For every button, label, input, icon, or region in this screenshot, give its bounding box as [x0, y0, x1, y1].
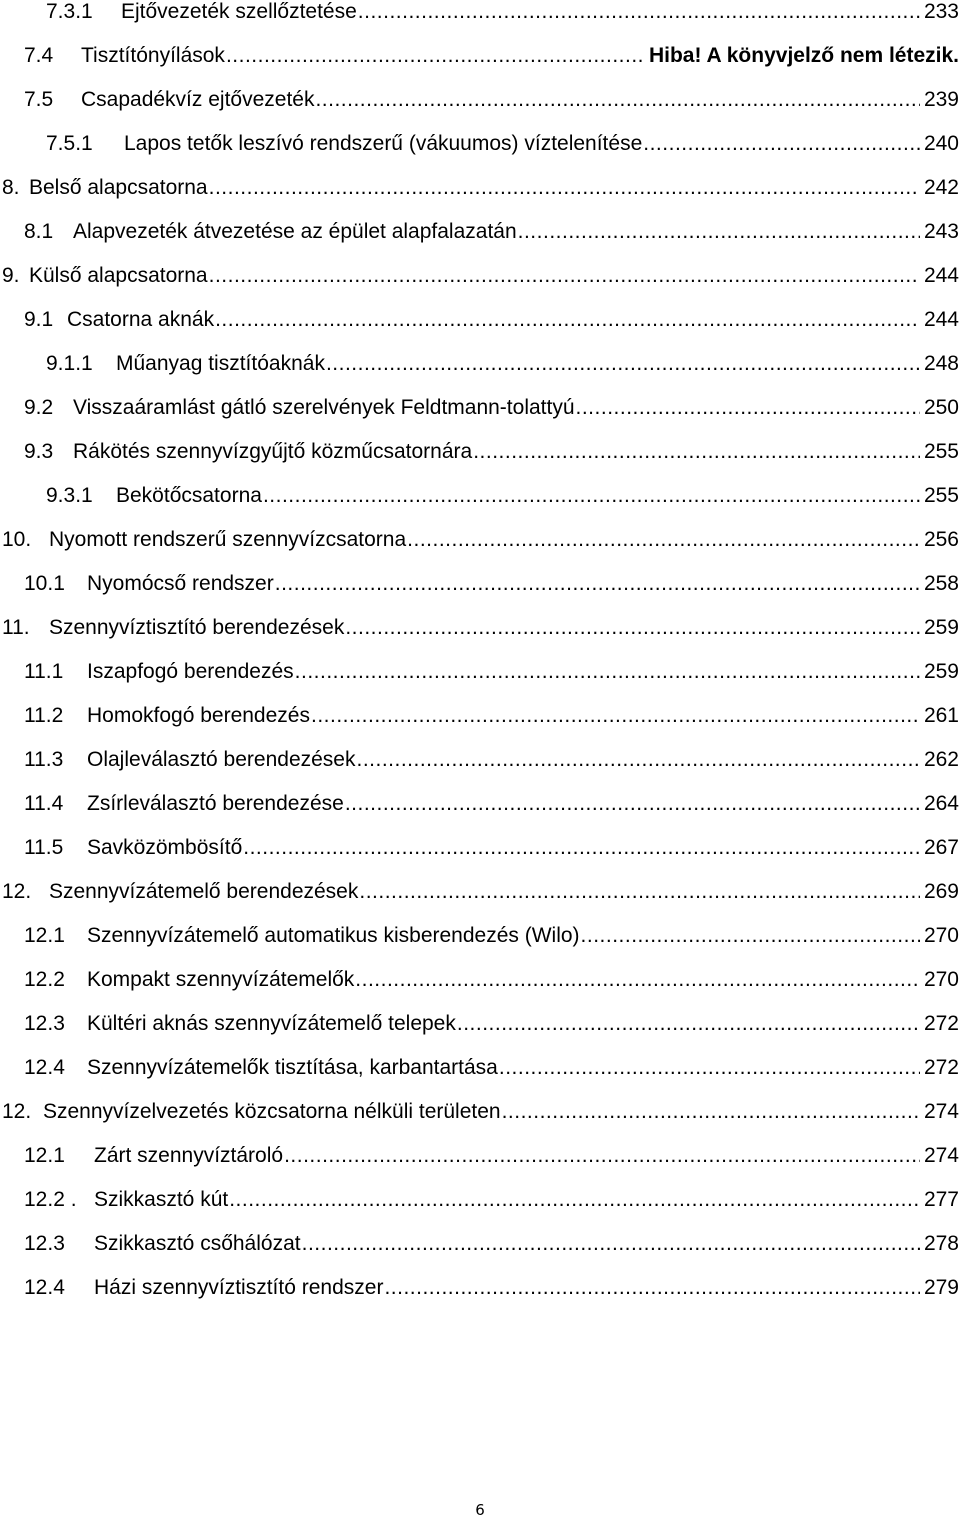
toc-entry-title: Műanyag tisztítóaknák [116, 352, 325, 375]
toc-entry-page: 239 [923, 88, 959, 111]
toc-entry-title: Savközömbösítő [87, 836, 243, 859]
toc-entry[interactable] [24, 393, 959, 423]
toc-entry-title: Nyomócső rendszer [87, 572, 274, 595]
toc-entry[interactable] [24, 569, 959, 599]
toc-entry-number: 11.5 [24, 836, 64, 859]
toc-leader-dots [358, 0, 920, 27]
toc-leader-dots [518, 217, 920, 247]
toc-entry-page: 267 [923, 836, 959, 859]
toc-leader-dots [407, 525, 920, 555]
toc-entry-number: 12. [2, 880, 32, 903]
toc-leader-dots [355, 965, 920, 995]
toc-entry-page: 269 [923, 880, 959, 903]
toc-entry-number: 11.1 [24, 660, 64, 683]
toc-entry-page: 270 [923, 924, 959, 947]
toc-entry-number: 11.4 [24, 792, 64, 815]
toc-leader-dots [473, 437, 920, 467]
toc-entry-title: Házi szennyvíztisztító rendszer [94, 1276, 384, 1299]
toc-entry-page: 244 [923, 308, 959, 331]
toc-entry-number: 12.4 [24, 1276, 65, 1299]
toc-entry-title: Rákötés szennyvízgyűjtő közműcsatornára [73, 440, 473, 463]
toc-leader-dots [229, 1185, 920, 1215]
toc-entry-title: Belső alapcsatorna [29, 176, 208, 199]
toc-entry-title: Szikkasztó kút [94, 1188, 229, 1211]
toc-entry-page: 256 [923, 528, 959, 551]
toc-entry[interactable] [46, 0, 959, 27]
toc-entry-page: 274 [923, 1100, 959, 1123]
toc-entry-number: 7.5 [24, 88, 54, 111]
toc-entry-page: 278 [923, 1232, 959, 1255]
toc-leader-dots [576, 393, 920, 423]
toc-entry[interactable] [2, 1097, 959, 1127]
toc-entry-number: 10.1 [24, 572, 65, 595]
toc-leader-dots [243, 833, 920, 863]
toc-entry-number: 8.1 [24, 220, 54, 243]
toc-entry[interactable] [24, 85, 959, 115]
toc-entry[interactable] [24, 921, 959, 951]
toc-entry-page: 261 [923, 704, 959, 727]
toc-entry-title: Külső alapcsatorna [29, 264, 208, 287]
toc-entry[interactable] [2, 877, 959, 907]
toc-entry[interactable] [46, 481, 959, 511]
toc-entry-number: 12. [2, 1100, 32, 1123]
toc-entry-title: Olajleválasztó berendezések [87, 748, 356, 771]
toc-entry-number: 12.4 [24, 1056, 65, 1079]
toc-entry-title: Szennyvízátemelő automatikus kisberendezés (Wilo) [87, 924, 580, 947]
page-number: 6 [475, 1501, 485, 1519]
toc-entry-page: 279 [923, 1276, 959, 1299]
toc-entry-number: 7.4 [24, 44, 54, 67]
toc-entry-number: 12.1 [24, 924, 65, 947]
toc-leader-dots [345, 789, 920, 819]
toc-entry-title: Kompakt szennyvízátemelők [87, 968, 355, 991]
toc-entry-page: 248 [923, 352, 959, 375]
toc-entry-page: 262 [923, 748, 959, 771]
toc-leader-dots [643, 129, 920, 159]
toc-leader-dots [384, 1273, 920, 1303]
toc-entry-title: Zsírleválasztó berendezése [87, 792, 344, 815]
toc-entry-number: 9.3 [24, 440, 54, 463]
toc-leader-dots [215, 305, 920, 335]
toc-leader-dots [499, 1053, 920, 1083]
toc-entry-number: 12.3 [24, 1232, 65, 1255]
toc-entry-number: 12.2 [24, 968, 65, 991]
toc-entry-title: Ejtővezeték szellőztetése [121, 0, 357, 23]
toc-entry[interactable] [24, 1053, 959, 1083]
toc-entry[interactable] [2, 525, 959, 555]
toc-entry-page: 277 [923, 1188, 959, 1211]
toc-entry-page: 274 [923, 1144, 959, 1167]
toc-entry[interactable] [24, 1009, 959, 1039]
toc-entry-page: 255 [923, 484, 959, 507]
toc-entry-number: 11.2 [24, 704, 64, 727]
toc-leader-dots [457, 1009, 920, 1039]
toc-entry-title: Homokfogó berendezés [87, 704, 310, 727]
toc-entry-page: 250 [923, 396, 959, 419]
toc-entry-number: 9.2 [24, 396, 54, 419]
toc-entry-title: Csapadékvíz ejtővezeték [81, 88, 315, 111]
toc-entry-page: 233 [923, 0, 959, 23]
toc-entry[interactable] [24, 437, 959, 467]
toc-entry-number: 7.5.1 [46, 132, 93, 155]
toc-entry[interactable] [24, 1273, 959, 1303]
toc-leader-dots [209, 261, 920, 291]
toc-leader-dots [295, 657, 920, 687]
toc-entry-title: Zárt szennyvíztároló [94, 1144, 284, 1167]
toc-leader-dots [581, 921, 920, 951]
toc-entry-page: 258 [923, 572, 959, 595]
toc-entry[interactable] [24, 1141, 959, 1171]
toc-entry-title: Csatorna aknák [67, 308, 215, 331]
toc-entry-page: 255 [923, 440, 959, 463]
toc-entry-title: Alapvezeték átvezetése az épület alapfalazatán [73, 220, 517, 243]
toc-leader-dots [357, 745, 920, 775]
toc-leader-dots [209, 173, 920, 203]
toc-entry-title: Nyomott rendszerű szennyvízcsatorna [49, 528, 407, 551]
toc-leader-dots [315, 85, 919, 115]
toc-entry-page: 242 [923, 176, 959, 199]
toc-entry-number: 9.3.1 [46, 484, 93, 507]
toc-entry[interactable] [24, 745, 959, 775]
toc-leader-dots [326, 349, 920, 379]
toc-entry-number: 9.1 [24, 308, 54, 331]
toc-entry[interactable] [24, 217, 959, 247]
toc-entry[interactable] [46, 129, 959, 159]
toc-entry-title: Tisztítónyílások [81, 44, 225, 67]
toc-entry[interactable] [24, 1229, 959, 1259]
toc-entry-title: Kültéri aknás szennyvízátemelő telepek [87, 1012, 456, 1035]
toc-leader-dots [263, 481, 920, 511]
toc-entry-page: 240 [923, 132, 959, 155]
toc-entry[interactable] [24, 657, 959, 687]
toc-entry-page: 243 [923, 220, 959, 243]
toc-entry-title: Lapos tetők leszívó rendszerű (vákuumos) víztelenítése [124, 132, 643, 155]
toc-entry[interactable] [2, 261, 959, 291]
toc-entry[interactable] [24, 1185, 959, 1215]
toc-entry-number: 12.2 . [24, 1188, 77, 1211]
toc-entry-title: Szikkasztó csőhálózat [94, 1232, 301, 1255]
toc-entry-page: 259 [923, 616, 959, 639]
toc-entry-number: 12.3 [24, 1012, 65, 1035]
toc-entry-title: Bekötőcsatorna [116, 484, 262, 507]
toc-entry-number: 9.1.1 [46, 352, 93, 375]
toc-leader-dots [302, 1229, 920, 1259]
toc-entry-title: Visszaáramlást gátló szerelvények Feldtmann-tolattyú [73, 396, 575, 419]
toc-entry-page: 272 [923, 1056, 959, 1079]
toc-entry[interactable] [24, 789, 959, 819]
toc-entry[interactable] [24, 701, 959, 731]
toc-leader-dots [275, 569, 920, 599]
toc-entry-page: 270 [923, 968, 959, 991]
toc-entry-title: Szennyvízátemelő berendezések [49, 880, 359, 903]
toc-entry-number: 11. [2, 616, 30, 639]
toc-entry-number: 7.3.1 [46, 0, 93, 23]
toc-entry-error: Hiba! A könyvjelző nem létezik. [648, 44, 959, 67]
toc-entry-number: 8. [2, 176, 20, 199]
toc-entry[interactable] [46, 349, 959, 379]
toc-entry-page: 272 [923, 1012, 959, 1035]
toc-leader-dots [311, 701, 920, 731]
toc-entry-title: Iszapfogó berendezés [87, 660, 294, 683]
toc-entry-page: 244 [923, 264, 959, 287]
toc-entry-number: 9. [2, 264, 20, 287]
toc-entry-number: 11.3 [24, 748, 64, 771]
toc-leader-dots [359, 877, 920, 907]
toc-leader-dots [502, 1097, 920, 1127]
toc-entry[interactable] [24, 41, 959, 71]
toc-entry-page: 264 [923, 792, 959, 815]
toc-leader-dots [284, 1141, 920, 1171]
toc-entry-title: Szennyvíztisztító berendezések [49, 616, 345, 639]
toc-leader-dots [226, 41, 645, 71]
toc-entry[interactable] [24, 965, 959, 995]
toc-entry-number: 12.1 [24, 1144, 65, 1167]
toc-entry[interactable] [24, 833, 959, 863]
toc-entry-number: 10. [2, 528, 32, 551]
toc-entry[interactable] [2, 173, 959, 203]
toc-entry-title: Szennyvízátemelők tisztítása, karbantartása [87, 1056, 498, 1079]
toc-entry[interactable] [2, 613, 959, 643]
toc-leader-dots [345, 613, 920, 643]
toc-entry-page: 259 [923, 660, 959, 683]
toc-entry[interactable] [24, 305, 959, 335]
toc-entry-title: Szennyvízelvezetés közcsatorna nélküli területen [43, 1100, 501, 1123]
